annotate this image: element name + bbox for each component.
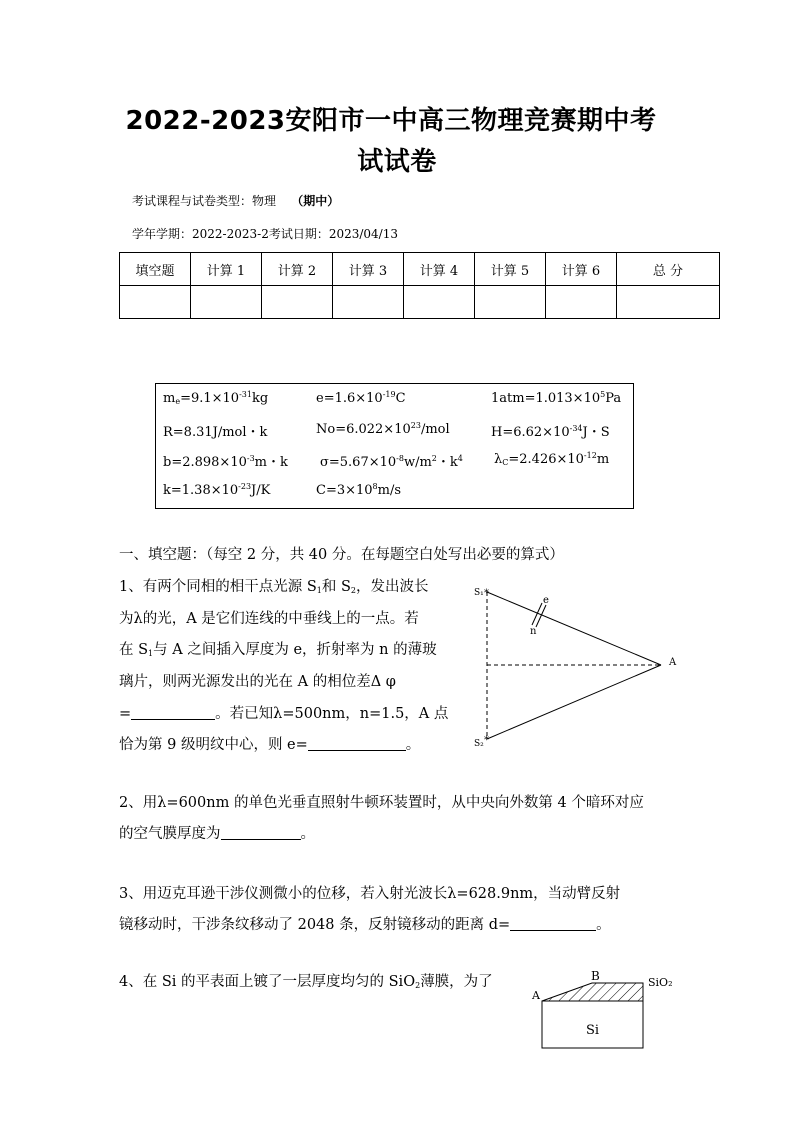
q4-fig-sio2: SiO₂ [648, 976, 673, 989]
score-cell[interactable] [191, 286, 262, 319]
q4-fig-si: Si [586, 1023, 600, 1038]
const-e: $e=1.6\times 10^{-19}C$ [316, 390, 406, 406]
const-C: $C=3\times 10^8m/s$ [316, 482, 402, 498]
q1-phase-blank[interactable] [131, 705, 215, 720]
q1-fig-s1: S₁ [474, 588, 484, 598]
score-cell[interactable] [546, 286, 617, 319]
score-header: 计算 2 [262, 253, 333, 286]
q4-line1: 4、在 Si 的平表面上镀了一层厚度均匀的 SiO$_2$薄膜，为了 [119, 974, 493, 990]
q1-fig-s2: S₂ [474, 739, 484, 749]
const-me: $m_e=9.1\times 10^{-31}kg$ [163, 390, 269, 406]
q1-line1: 1、有两个同相的相干点光源 $S_1$和 $S_2$，发出波长 [119, 579, 429, 595]
q4-fig-a: A [532, 989, 540, 1002]
q1-line3: 在 $S_1$与 A 之间插入厚度为 e，折射率为 n 的薄玻 [119, 642, 437, 658]
const-H: $H=6.62\times 10^{-34}J$・S [491, 424, 610, 440]
q1-line4: 璃片，则两光源发出的光在 A 的相位差Δ φ [119, 674, 396, 690]
q2-line1: 2、用λ=600nm 的单色光垂直照射牛顿环装置时，从中央向外数第 4 个暗环对应 [119, 795, 644, 811]
section-heading: 一、填空题：（每空 2 分，共 40 分。在每题空白处写出必要的算式） [119, 547, 564, 563]
score-cell[interactable] [120, 286, 191, 319]
score-table [119, 252, 720, 319]
score-cell[interactable] [333, 286, 404, 319]
q3-line1: 3、用迈克耳逊干涉仪测微小的位移，若入射光波长λ=628.9nm，当动臂反射 [119, 886, 621, 902]
q1-diagram [466, 580, 686, 750]
q1-fig-n: n [530, 626, 537, 637]
score-cell[interactable] [475, 286, 546, 319]
score-header: 填空题 [120, 253, 191, 286]
const-lambdaC: $\lambda_C=2.426\times 10^{-12}m$ [494, 451, 610, 467]
const-k: $k=1.38\times 10^{-23}J/K$ [163, 482, 271, 498]
q2-line2-text: 的空气膜厚度为 [119, 826, 221, 842]
q3-blank[interactable] [510, 916, 596, 931]
q1-eq: = [119, 706, 132, 722]
q1-fig-a: A [669, 657, 677, 668]
score-header: 计算 4 [404, 253, 475, 286]
score-header: 总 分 [617, 253, 720, 286]
const-atm: $1atm=1.013\times 10^5Pa$ [491, 390, 622, 406]
q3-line2-end: 。 [596, 917, 611, 933]
q2-line2-end: 。 [300, 826, 315, 842]
q3-line2 [119, 913, 611, 934]
score-header: 计算 3 [333, 253, 404, 286]
q2-blank[interactable] [221, 825, 301, 840]
const-No: $No=6.022\times 10^{23}$/mol [316, 421, 450, 437]
course-info [132, 192, 339, 209]
q1-line6 [119, 733, 420, 754]
q4-diagram [525, 965, 685, 1055]
q1-line5-rest: 。若已知λ=500nm，n=1.5，A 点 [215, 706, 449, 722]
q1-line5 [119, 702, 448, 723]
constants-box [155, 383, 634, 509]
const-sigma: $\sigma=5.67\times 10^{-8}w/m^2$・$k^4$ [320, 454, 463, 470]
q3-line2-text: 镜移动时，干涉条纹移动了 2048 条，反射镜移动的距离 d= [119, 917, 511, 933]
score-cell[interactable] [617, 286, 720, 319]
q2-line2 [119, 822, 315, 843]
score-header: 计算 1 [191, 253, 262, 286]
course-label: 考试课程与试卷类型：物理 [132, 194, 277, 208]
score-cell[interactable] [262, 286, 333, 319]
score-cell[interactable] [404, 286, 475, 319]
q1-line6-text: 恰为第 9 级明纹中心，则 e= [119, 737, 308, 753]
score-header: 计算 6 [546, 253, 617, 286]
term-info: 学年学期：2022-2023-2考试日期：2023/04/13 [132, 227, 398, 241]
q1-line6-end: 。 [405, 737, 421, 753]
q4-fig-b: B [591, 969, 600, 983]
q1-line2: 为λ的光，A 是它们连线的中垂线上的一点。若 [119, 611, 419, 627]
exam-title-line2: 试试卷 [357, 147, 437, 177]
course-type: （期中） [291, 194, 340, 208]
q1-fig-s1-star: * [484, 588, 489, 599]
score-header: 计算 5 [475, 253, 546, 286]
const-R: R=8.31J/mol・k [163, 425, 268, 440]
q1-fig-e: e [543, 595, 549, 606]
exam-title-line1: 2022-2023安阳市一中高三物理竞赛期中考 [125, 106, 657, 136]
q1-fig-s2-star: * [484, 735, 489, 746]
q1-e-blank[interactable] [308, 736, 406, 751]
const-b: $b=2.898\times 10^{-3}m$・k [163, 454, 288, 470]
